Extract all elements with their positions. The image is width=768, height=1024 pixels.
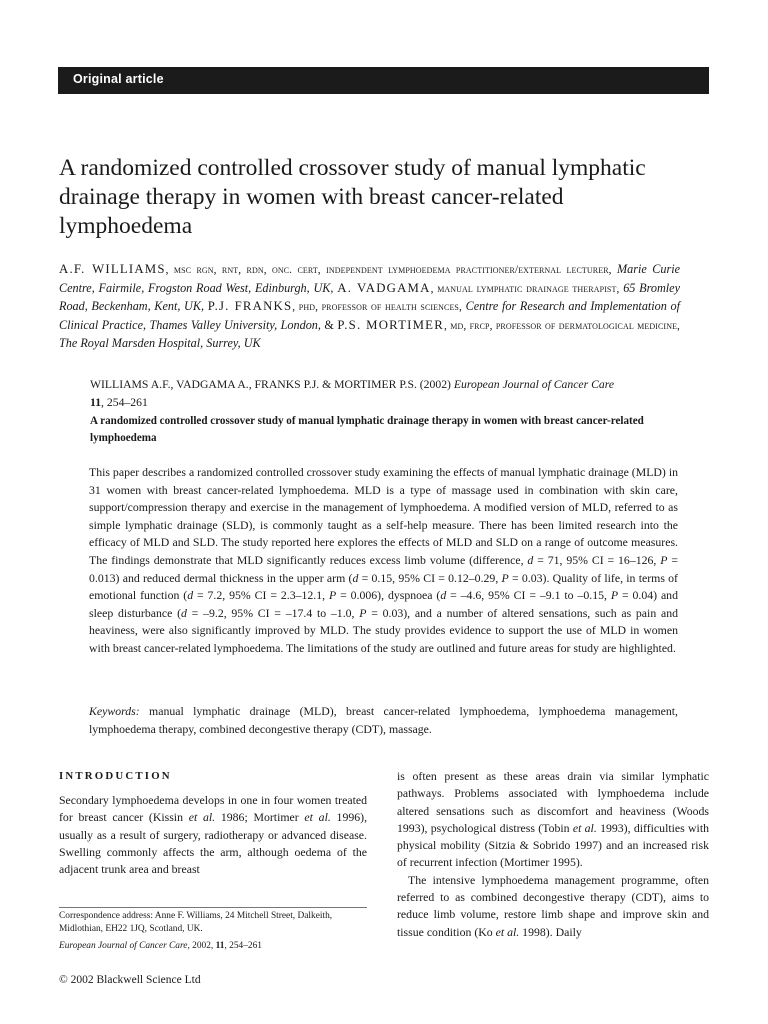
author-affiliation: Centre for Research and Implementation of Clinical Practice, Thames Valley University, London, xyxy=(59,299,681,332)
citation-title: A randomized controlled crossover study of manual lymphatic drainage therapy in women with breast cancer-related lymphoedema xyxy=(90,415,644,445)
citation-authors: WILLIAMS A.F., VADGAMA A., FRANKS P.J. & MORTIMER P.S. (2002) xyxy=(90,378,451,391)
journal-footer: European Journal of Cancer Care, 2002, 11, 254–261 xyxy=(59,941,262,951)
author-affiliation: The Royal Marsden Hospital, Surrey, UK xyxy=(59,336,261,351)
author-qualifications: , phd, professor of health sciences, xyxy=(292,301,462,314)
author-name: A. VADGAMA xyxy=(337,280,431,295)
author-affiliation: 65 Bromley Road, Beckenham, Kent, UK, xyxy=(59,280,680,314)
author-qualifications: , md, frcp, professor of dermatological medicine, xyxy=(443,319,681,332)
citation-pages: , 254–261 xyxy=(101,395,148,409)
author-qualifications: , msc rgn, rnt, rdn, onc. cert, independent lymphoedema practitioner/external lecturer, xyxy=(165,264,612,276)
article-title: A randomized controlled crossover study of manual lymphatic drainage therapy in women with breast cancer-related lymphoedema xyxy=(59,155,646,239)
abstract: This paper describes a randomized controlled crossover study examining the effects of manual lymphatic drainage (MLD) in 31 women with breast cancer-related lymphoedema. MLD is a type of massage used in combination with skin care, support/compression therapy and exercise in the management of lymphoedema. A modified version of MLD, referred to as simple lymphatic drainage (SLD), is commonly taught as a self-help measure. There has been limited research into the efficacy of MLD and SLD. The study reported here explores the effects of MLD and SLD on a range of outcome measures. The findings demonstrate that MLD significantly reduces excess limb volume (difference, d = 71, 95% CI = 16–126, P = 0.013) and reduced dermal thickness in the upper arm (d = 0.15, 95% CI = 0.12–0.29, P = 0.03). Quality of life, in terms of emotional function (d = 7.2, 95% CI = 2.3–12.1, P = 0.006), dyspnoea (d = –4.6, 95% CI = –9.1 to –0.15, P = 0.04) and sleep disturbance (d = –9.2, 95% CI = –17.4 to –1.0, P = 0.03), and a number of altered sensations, such as pain and heaviness, were also significantly improved by MLD. The study provides evidence to support the use of MLD in women with breast cancer-related lymphoedema. The limitations of the study are outlined and future areas for study are highlighted. xyxy=(89,465,678,655)
author-name: A.F. WILLIAMS xyxy=(59,262,166,276)
article-type-label: Original article xyxy=(73,72,164,86)
keywords xyxy=(89,703,678,738)
article-type-banner xyxy=(58,67,709,94)
citation xyxy=(90,376,678,411)
body-paragraph: The intensive lymphoedema management programme, often referred to as combined decongestive therapy (CDT), aims to reduce limb volume, restore limb shape and improve skin and tissue condition (Ko et al. 1998). Daily xyxy=(397,872,709,939)
author-list xyxy=(59,261,680,353)
body-paragraph: is often present as these areas drain via similar lymphatic pathways. Problems associated with lymphoedema include altered sensations such as discomfort and heaviness (Woods 1993), psychological distress (Tobin et al. 1993), difficulties with physical mobility (Sitzia & Sobrido 1997) and an increased risk of recurrent infection (Mortimer 1995). xyxy=(397,769,709,870)
correspondence-address: Correspondence address: Anne F. Williams, 24 Mitchell Street, Dalkeith, Midlothian, EH22 1JQ, Scotland, UK. xyxy=(59,911,333,934)
right-column xyxy=(397,768,709,941)
author-ampersand: & xyxy=(324,317,334,332)
section-heading: INTRODUCTION xyxy=(59,770,172,782)
body-paragraph: Secondary lymphoedema develops in one in four women treated for breast cancer (Kissin et al. 1986; Mortimer et al. 1996), usually as a result of surgery, radiotherapy or advanced disease. Swelling commonly affects the arm, although oedema of the adjacent trunk area and breast xyxy=(59,793,368,877)
author-name: P.J. FRANKS xyxy=(207,299,293,314)
keywords-label: Keywords: xyxy=(89,704,140,718)
citation-volume: 11 xyxy=(90,395,102,409)
left-column xyxy=(59,770,367,878)
author-name: P.S. MORTIMER xyxy=(337,317,444,332)
keywords-text: manual lymphatic drainage (MLD), breast cancer-related lymphoedema, lymphoedema management, lymphoedema therapy, combined decongestive therapy (CDT), massage. xyxy=(89,704,678,736)
author-qualifications: , manual lymphatic drainage therapist, xyxy=(430,282,620,295)
footnote-divider xyxy=(59,907,367,908)
citation-journal: European Journal of Cancer Care xyxy=(453,378,615,391)
author-affiliation: Marie Curie Centre, Fairmile, Frogston Road West, Edinburgh, UK, xyxy=(59,262,681,295)
copyright-notice: © 2002 Blackwell Science Ltd xyxy=(59,974,201,986)
